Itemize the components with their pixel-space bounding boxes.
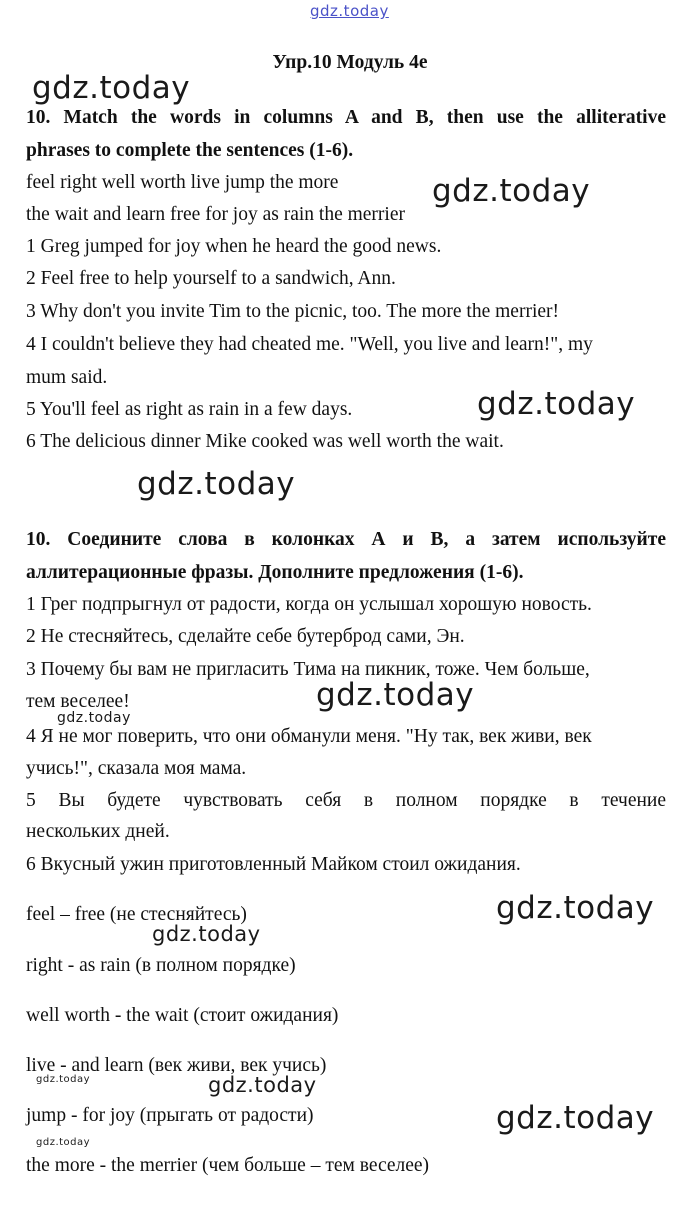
watermark: gdz.today (137, 466, 296, 502)
russian-sentence: 6 Вкусный ужин приготовленный Майком стоил ожидания. (26, 854, 521, 875)
russian-sentence: тем веселее! (26, 691, 130, 712)
russian-heading-line2: аллитерационные фразы. Дополните предложения (1-6). (26, 562, 524, 583)
pair-item: jump - for joy (прыгать от радости) (26, 1105, 314, 1126)
russian-heading-line1: 10. Соедините слова в колонках А и В, а затем используйте (26, 529, 666, 550)
english-sentence: mum said. (26, 367, 108, 388)
watermark: gdz.today (32, 70, 191, 106)
english-sentence: 2 Feel free to help yourself to a sandwich, Ann. (26, 268, 396, 289)
words-line-2: the wait and learn free for joy as rain the merrier (26, 204, 405, 225)
russian-sentence: нескольких дней. (26, 821, 170, 842)
russian-sentence: 4 Я не мог поверить, что они обманули меня. "Ну так, век живи, век (26, 726, 592, 747)
pair-item: live - and learn (век живи, век учись) (26, 1055, 327, 1076)
russian-sentence: 5 Вы будете чувствовать себя в полном порядке в течение (26, 790, 666, 811)
watermark: gdz.today (316, 677, 475, 713)
pair-item: the more - the merrier (чем больше – тем веселее) (26, 1155, 430, 1176)
watermark: gdz.today (477, 386, 636, 422)
watermark: gdz.today (152, 922, 261, 946)
pair-item: feel – free (не стесняйтесь) (26, 904, 247, 925)
english-sentence: 3 Why don't you invite Tim to the picnic, too. The more the merrier! (26, 301, 560, 322)
watermark: gdz.today (57, 710, 131, 726)
english-sentence: 1 Greg jumped for joy when he heard the good news. (26, 236, 442, 257)
words-line-1: feel right well worth live jump the more (26, 172, 339, 193)
english-heading-line2: phrases to complete the sentences (1-6). (26, 140, 354, 161)
russian-sentence: 2 Не стесняйтесь, сделайте себе бутерброд сами, Эн. (26, 626, 465, 647)
watermark: gdz.today (496, 1100, 655, 1136)
watermark: gdz.today (432, 173, 591, 209)
english-sentence: 5 You'll feel as right as rain in a few days. (26, 399, 353, 420)
english-heading-line1: 10. Match the words in columns A and B, then use the alliterative (26, 107, 666, 128)
pair-item: well worth - the wait (стоит ожидания) (26, 1005, 339, 1026)
watermark: gdz.today (36, 1137, 91, 1148)
russian-sentence: 3 Почему бы вам не пригласить Тима на пикник, тоже. Чем больше, (26, 659, 590, 680)
watermark: gdz.today (36, 1074, 91, 1085)
watermark-top-link[interactable]: gdz.today (310, 2, 389, 20)
english-sentence: 6 The delicious dinner Mike cooked was well worth the wait. (26, 431, 504, 452)
watermark: gdz.today (208, 1073, 317, 1097)
russian-sentence: учись!", сказала моя мама. (26, 758, 247, 779)
english-sentence: 4 I couldn't believe they had cheated me. "Well, you live and learn!", my (26, 334, 593, 355)
pair-item: right - as rain (в полном порядке) (26, 955, 296, 976)
watermark: gdz.today (496, 890, 655, 926)
page-title: Упр.10 Модуль 4е (272, 52, 428, 73)
russian-sentence: 1 Грег подпрыгнул от радости, когда он услышал хорошую новость. (26, 594, 592, 615)
